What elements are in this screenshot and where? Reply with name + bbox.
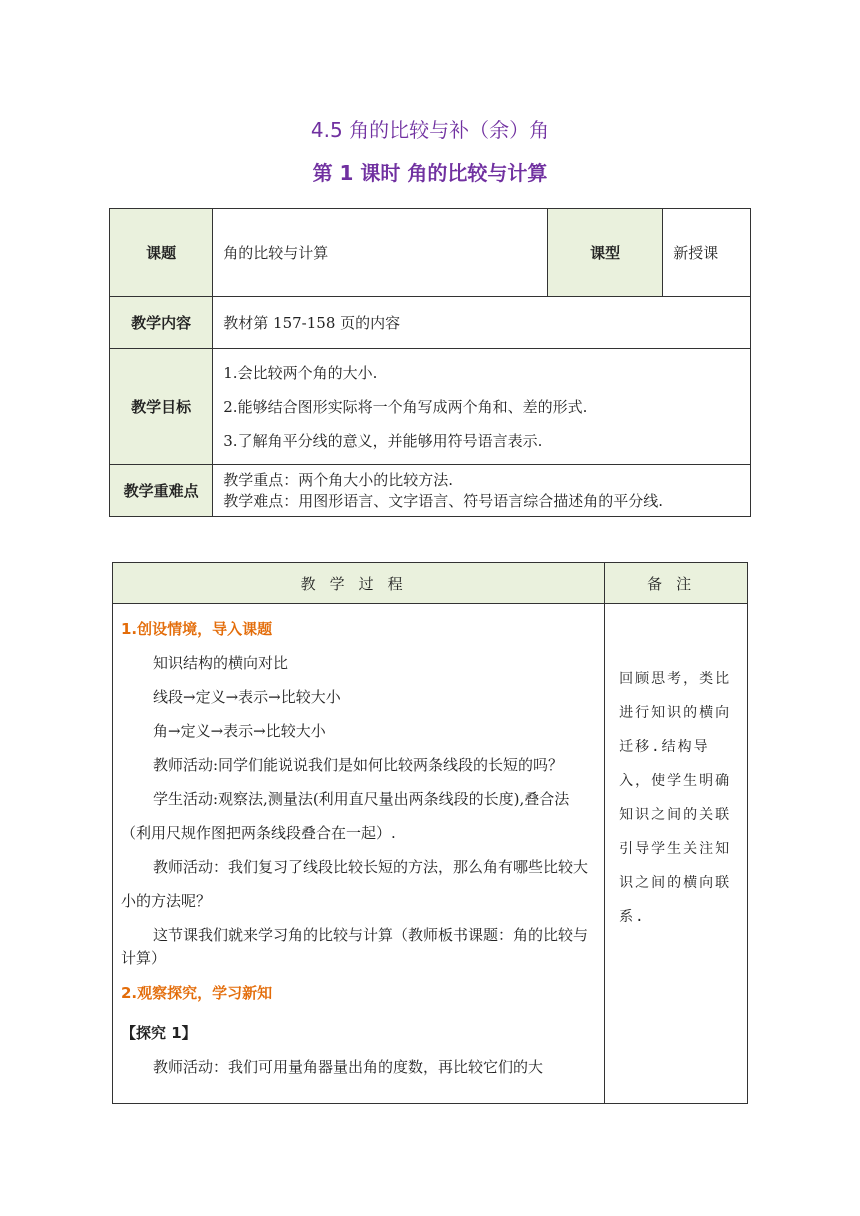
- paragraph: 学生活动:观察法,测量法(利用直尺量出两条线段的长度),叠合法（利用尺规作图把两条线段叠合在一起）.: [121, 790, 570, 842]
- table-row: [110, 349, 751, 465]
- key-label: 教学重难点: [110, 465, 213, 517]
- notes-content: 回顾思考，类比进行知识的横向迁移.结构导入，使学生明确知识之间的关联引导学生关注知识之间的横向联系.: [605, 604, 748, 1104]
- process-content: [113, 604, 605, 1104]
- paragraph: 教师活动：我们可用量角器量出角的度数，再比较它们的大: [153, 1058, 544, 1076]
- content-label: 教学内容: [110, 297, 213, 349]
- paragraph: 知识结构的横向对比: [153, 654, 289, 672]
- page-title: 4.5 角的比较与补（余）角: [310, 118, 550, 142]
- paragraph: 角→定义→表示→比较大小: [153, 722, 326, 740]
- topic-label: 课题: [110, 209, 213, 297]
- content-value: 教材第 157-158 页的内容: [213, 297, 751, 349]
- type-value: 新授课: [663, 209, 751, 297]
- table-row: [113, 604, 748, 1104]
- table-row: [110, 209, 751, 297]
- paragraph: 这节课我们就来学习角的比较与计算（教师板书课题：角的比较与计算）: [121, 926, 589, 967]
- goal-item: 1.会比较两个角的大小.: [223, 363, 378, 382]
- info-table: [109, 208, 751, 517]
- table-row: [110, 297, 751, 349]
- section-title: 2.观察探究，学习新知: [121, 984, 273, 1002]
- page-subtitle: 第 1 课时 角的比较与计算: [312, 161, 548, 185]
- goal-item: 2.能够结合图形实际将一个角写成两个角和、差的形式.: [223, 397, 588, 416]
- process-header: 教学过程: [113, 563, 605, 604]
- notes-header: 备注: [605, 563, 748, 604]
- goals-list: [213, 349, 751, 465]
- goal-item: 3.了解角平分线的意义，并能够用符号语言表示.: [223, 431, 543, 450]
- section-title: 1.创设情境，导入课题: [121, 620, 273, 638]
- process-table: [112, 562, 748, 1104]
- paragraph: 教师活动：我们复习了线段比较长短的方法，那么角有哪些比较大小的方法呢？: [121, 858, 589, 910]
- paragraph: 线段→定义→表示→比较大小: [153, 688, 341, 706]
- type-label: 课型: [548, 209, 663, 297]
- table-row: [113, 563, 748, 604]
- paragraph: 教师活动:同学们能说说我们是如何比较两条线段的长短的吗？: [153, 756, 564, 774]
- key-points: [213, 465, 751, 517]
- table-row: [110, 465, 751, 517]
- key-point: 教学重点：两个角大小的比较方法.: [223, 470, 454, 489]
- topic-value: 角的比较与计算: [213, 209, 548, 297]
- explore-tag: 【探究 1】: [121, 1024, 197, 1042]
- goals-label: 教学目标: [110, 349, 213, 465]
- key-point: 教学难点：用图形语言、文字语言、符号语言综合描述角的平分线.: [223, 491, 664, 510]
